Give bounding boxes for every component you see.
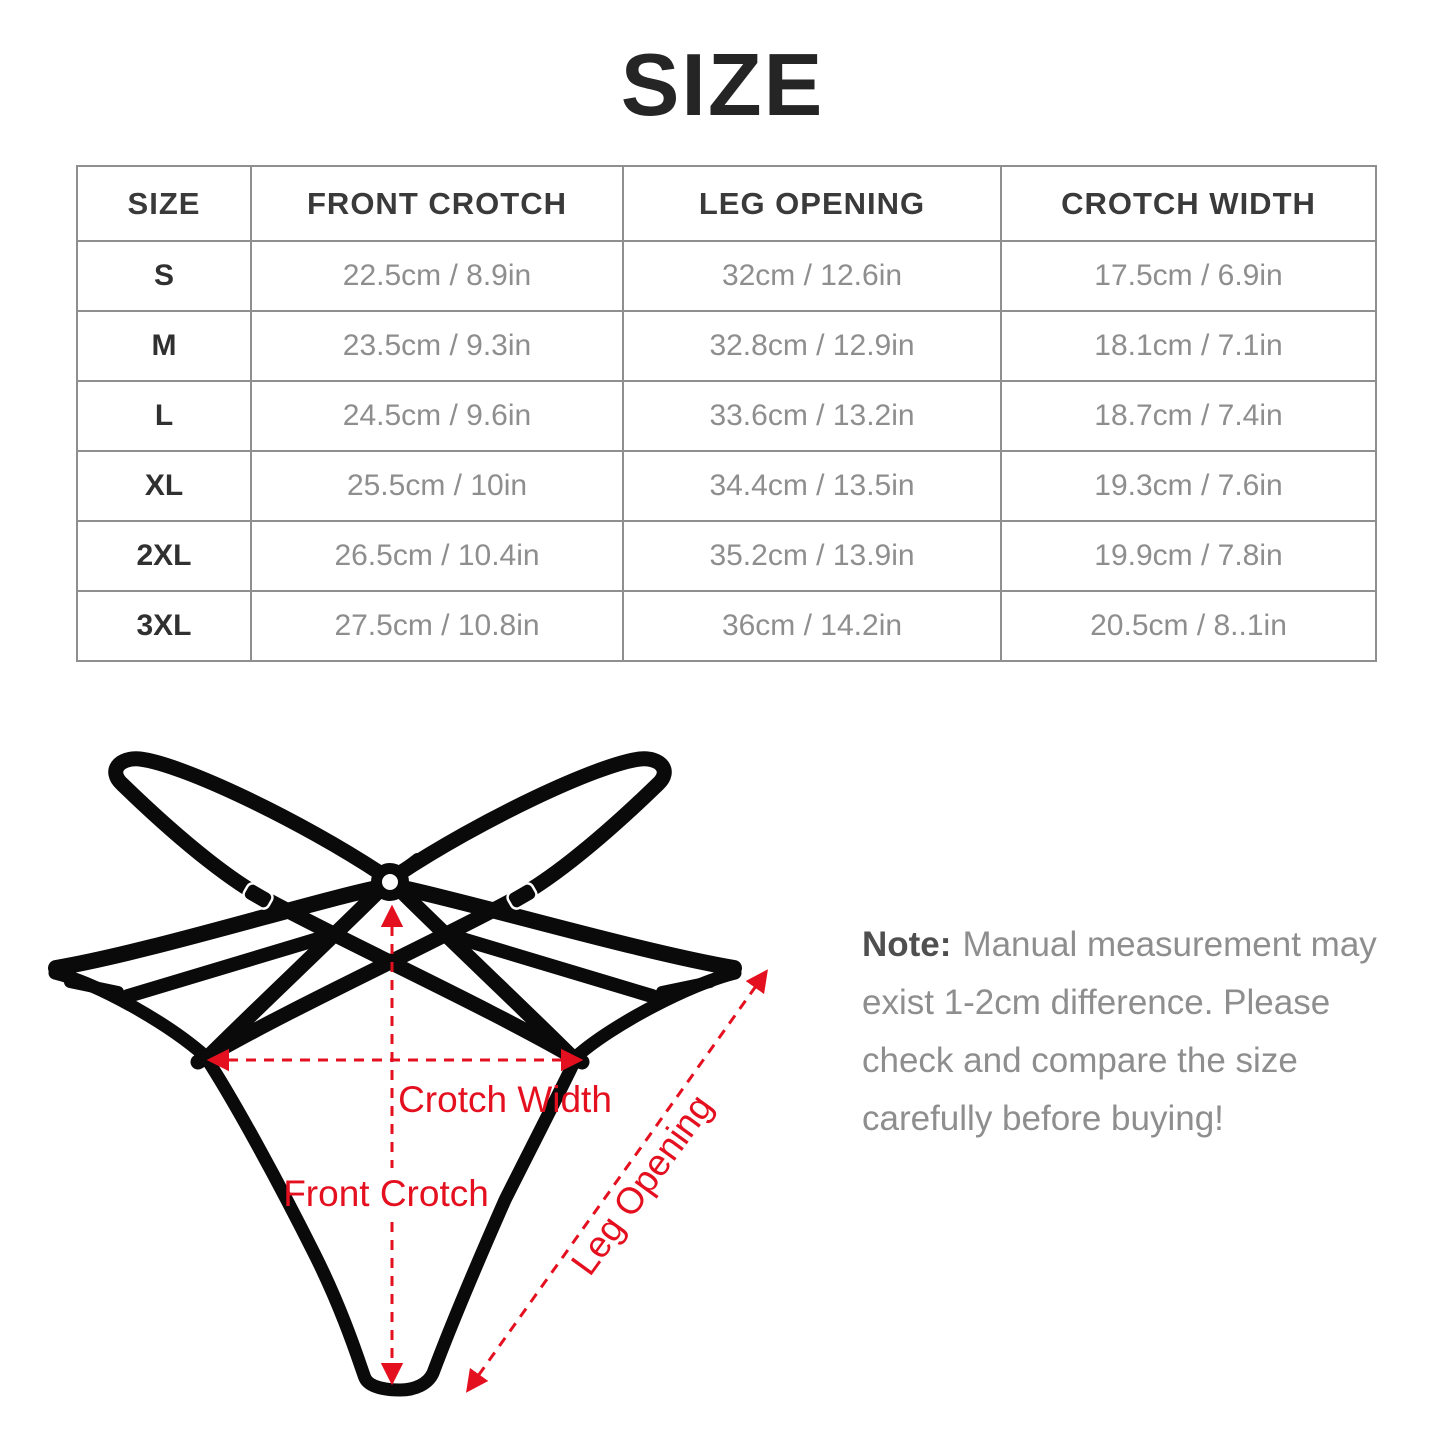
front-crotch-label: Front Crotch <box>283 1173 489 1214</box>
note-line <box>862 916 1442 974</box>
col-header-front-crotch: FRONT CROTCH <box>251 166 623 241</box>
front-crotch-cell: 26.5cm / 10.4in <box>251 521 623 591</box>
col-header-size: SIZE <box>77 166 251 241</box>
size-cell: M <box>77 311 251 381</box>
table-row <box>77 381 1376 451</box>
size-cell: 3XL <box>77 591 251 661</box>
front-crotch-cell: 24.5cm / 9.6in <box>251 381 623 451</box>
note-line: carefully before buying! <box>862 1099 1224 1138</box>
col-header-leg-opening: LEG OPENING <box>623 166 1001 241</box>
crotch-width-label: Crotch Width <box>398 1079 612 1120</box>
crotch-width-cell: 17.5cm / 6.9in <box>1001 241 1376 311</box>
size-cell: L <box>77 381 251 451</box>
front-crotch-cell: 22.5cm / 8.9in <box>251 241 623 311</box>
leg-opening-cell: 33.6cm / 13.2in <box>623 381 1001 451</box>
leg-opening-label: Leg Opening <box>563 1086 721 1283</box>
page-title: SIZE <box>620 35 825 134</box>
leg-opening-cell: 36cm / 14.2in <box>623 591 1001 661</box>
size-table <box>76 165 1377 662</box>
size-cell: XL <box>77 451 251 521</box>
col-header-crotch-width: CROTCH WIDTH <box>1001 166 1376 241</box>
front-crotch-cell: 27.5cm / 10.8in <box>251 591 623 661</box>
note-line: exist 1-2cm difference. Please <box>862 983 1331 1022</box>
note-text <box>862 916 1442 1148</box>
leg-opening-cell: 34.4cm / 13.5in <box>623 451 1001 521</box>
crotch-width-cell: 19.3cm / 7.6in <box>1001 451 1376 521</box>
thong-line-art <box>55 759 735 1390</box>
thong-measurement-diagram <box>0 730 800 1445</box>
size-cell: 2XL <box>77 521 251 591</box>
table-row <box>77 591 1376 661</box>
table-row <box>77 241 1376 311</box>
table-header-row <box>77 166 1376 241</box>
front-crotch-cell: 23.5cm / 9.3in <box>251 311 623 381</box>
front-crotch-cell: 25.5cm / 10in <box>251 451 623 521</box>
crotch-width-cell: 19.9cm / 7.8in <box>1001 521 1376 591</box>
note-line: check and compare the size <box>862 1041 1298 1080</box>
note-line-text: Manual measurement may <box>962 925 1377 964</box>
leg-opening-cell: 32cm / 12.6in <box>623 241 1001 311</box>
crotch-width-cell: 18.7cm / 7.4in <box>1001 381 1376 451</box>
table-row <box>77 311 1376 381</box>
leg-opening-cell: 35.2cm / 13.9in <box>623 521 1001 591</box>
crotch-width-cell: 18.1cm / 7.1in <box>1001 311 1376 381</box>
crotch-width-cell: 20.5cm / 8..1in <box>1001 591 1376 661</box>
size-cell: S <box>77 241 251 311</box>
table-row <box>77 521 1376 591</box>
note-label: Note: <box>862 925 952 964</box>
table-row <box>77 451 1376 521</box>
leg-opening-cell: 32.8cm / 12.9in <box>623 311 1001 381</box>
center-ring <box>377 869 404 896</box>
